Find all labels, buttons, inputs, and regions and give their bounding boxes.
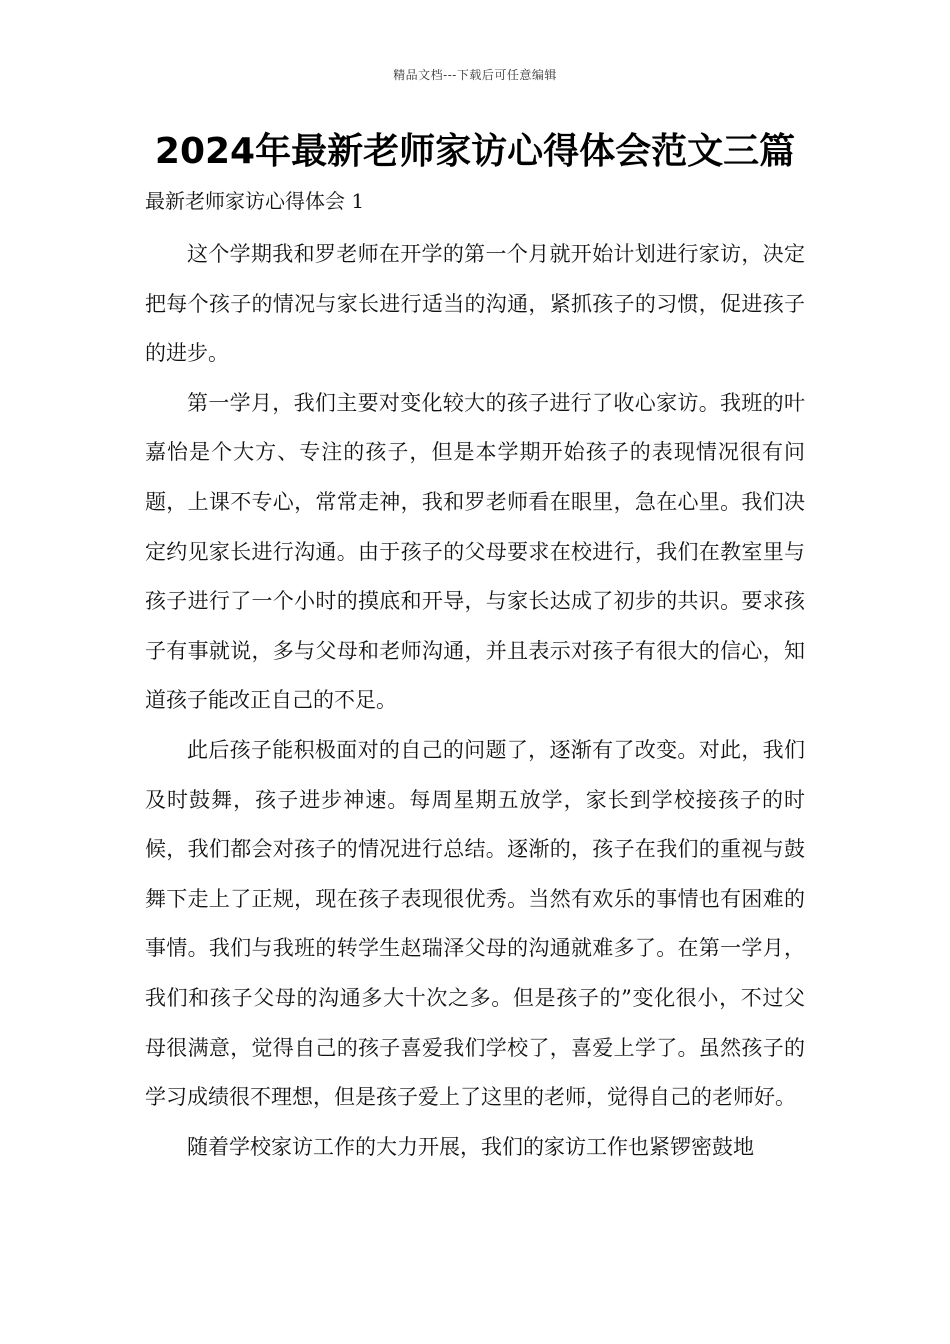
paragraph: 这个学期我和罗老师在开学的第一个月就开始计划进行家访，决定把每个孩子的情况与家长进行适当的沟通，紧抓孩子的习惯，促进孩子的进步。 (145, 242, 805, 366)
paragraph: 此后孩子能积极面对的自己的问题了，逐渐有了改变。对此，我们及时鼓舞，孩子进步神速。每周星期五放学，家长到学校接孩子的时候，我们都会对孩子的情况进行总结。逐渐的，孩子在我们的重视与鼓舞下走上了正规，现在孩子表现很优秀。当然有欢乐的事情也有困难的事情。我们与我班的转学生赵瑞泽父母的沟通就难多了。在第一学月，我们和孩子父母的沟通多大十次之多。但是孩子的”变化很小，不过父母很满意，觉得自己的孩子喜爱我们学校了，喜爱上学了。虽然孩子的学习成绩很不理想，但是孩子爱上了这里的老师，觉得自己的老师好。 (145, 737, 805, 1110)
body-text (145, 230, 805, 1172)
document-title: 2024年最新老师家访心得体会范文三篇 (154, 131, 796, 172)
header-note: 精品文档---下载后可任意编辑 (393, 68, 557, 82)
section-heading: 最新老师家访心得体会 1 (145, 189, 365, 213)
paragraph: 第一学月，我们主要对变化较大的孩子进行了收心家访。我班的叶嘉怡是个大方、专注的孩子，但是本学期开始孩子的表现情况很有问题，上课不专心，常常走神，我和罗老师看在眼里，急在心里。我们决定约见家长进行沟通。由于孩子的父母要求在校进行，我们在教室里与孩子进行了一个小时的摸底和开导，与家长达成了初步的共识。要求孩子有事就说，多与父母和老师沟通，并且表示对孩子有很大的信心，知道孩子能改正自己的不足。 (145, 390, 805, 713)
paragraph: 随着学校家访工作的大力开展，我们的家访工作也紧锣密鼓地 (187, 1134, 754, 1159)
